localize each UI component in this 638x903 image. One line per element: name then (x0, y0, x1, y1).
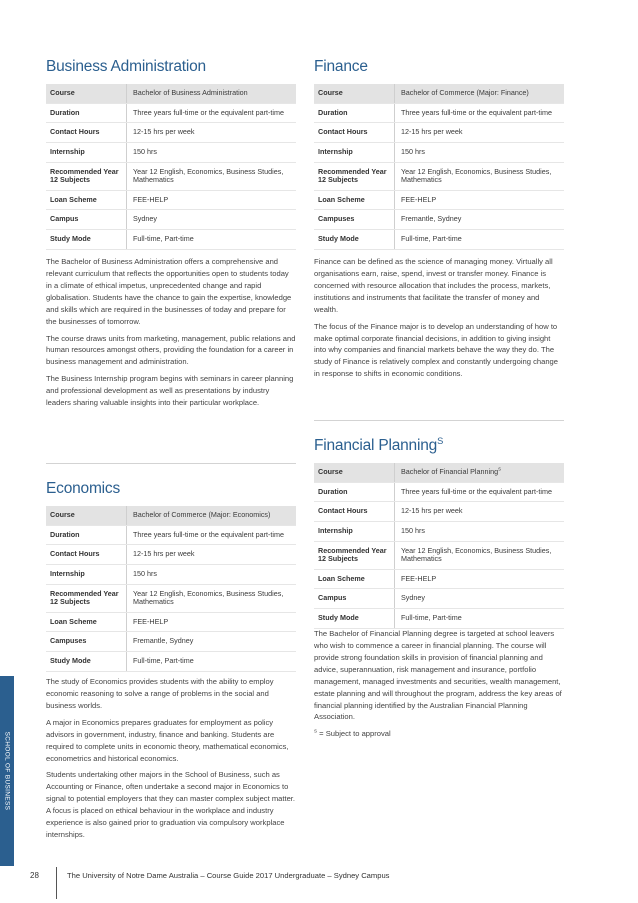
financial-planning-text (314, 628, 564, 745)
row-value: Bachelor of Commerce (Major: Finance) (395, 84, 565, 103)
body-paragraph: Finance can be defined as the science of managing money. Virtually all organisations earn, raise, spend, invest or transfer money. Finance is concerned with resource allocation that includes the process, markets, institutions and instruments that facilitate the transfer of money and wealth. (314, 257, 553, 314)
row-value: Sydney (127, 210, 297, 230)
table-row (46, 632, 296, 652)
row-value: Three years full-time or the equivalent part-time (395, 482, 565, 502)
row-label: Internship (46, 142, 127, 162)
finance-course-table (314, 84, 564, 250)
row-label: Study Mode (314, 230, 395, 250)
table-row (314, 190, 564, 210)
course-sup: S (498, 466, 501, 472)
row-value: Bachelor of Financial Planning$^S$ (395, 463, 565, 482)
row-value: 150 hrs (127, 564, 297, 584)
row-label: Course (314, 84, 395, 103)
table-row (314, 521, 564, 541)
row-value: FEE-HELP (127, 612, 297, 632)
row-value: Three years full-time or the equivalent part-time (127, 525, 297, 545)
table-row (314, 609, 564, 629)
row-value: Sydney (395, 589, 565, 609)
divider-left (46, 463, 296, 464)
row-label: Study Mode (46, 652, 127, 672)
table-row (46, 525, 296, 545)
row-value: Bachelor of Commerce (Major: Economics) (127, 506, 297, 525)
divider-right (314, 420, 564, 421)
row-label: Loan Scheme (314, 569, 395, 589)
row-label: Recommended Year 12 Subjects (46, 584, 127, 612)
row-value: Year 12 English, Economics, Business Studies, Mathematics (395, 541, 565, 569)
economics-text (46, 676, 296, 846)
row-value: Year 12 English, Economics, Business Studies, Mathematics (127, 162, 297, 190)
row-label: Duration (46, 103, 127, 123)
table-row (46, 612, 296, 632)
row-label: Course (314, 463, 395, 482)
footer-text: The University of Notre Dame Australia – Course Guide 2017 Undergraduate – Sydney Campus (67, 871, 390, 880)
row-label: Recommended Year 12 Subjects (314, 541, 395, 569)
row-value: FEE-HELP (395, 569, 565, 589)
row-label: Loan Scheme (46, 190, 127, 210)
row-value: Bachelor of Business Administration (127, 84, 297, 103)
row-value: FEE-HELP (395, 190, 565, 210)
row-label: Loan Scheme (46, 612, 127, 632)
finance-paragraphs (314, 256, 564, 380)
row-value: Year 12 English, Economics, Business Studies, Mathematics (127, 584, 297, 612)
business-heading: Business Administration (46, 58, 206, 75)
row-value: 12-15 hrs per week (395, 502, 565, 522)
financial-planning-heading (314, 437, 564, 455)
table-row (314, 569, 564, 589)
economics-section (46, 480, 296, 672)
row-label: Campuses (314, 210, 395, 230)
table-row (314, 482, 564, 502)
row-label: Campuses (46, 632, 127, 652)
row-label: Recommended Year 12 Subjects (46, 162, 127, 190)
row-value: 150 hrs (127, 142, 297, 162)
row-value: 150 hrs (395, 521, 565, 541)
row-value: 12-15 hrs per week (395, 123, 565, 143)
footer-divider (56, 867, 57, 899)
row-label: Campus (314, 589, 395, 609)
economics-course-table (46, 506, 296, 672)
financial-planning-title-sup: S (437, 435, 444, 446)
table-row (314, 162, 564, 190)
body-paragraph: The Bachelor of Business Administration offers a comprehensive and relevant curriculum that reflects the opportunities open to students today in a climate of ethical impetus, unprecedented change and rapid globalisation. Students have the chance to gain the expertise, knowledge and skills which are required in the businesses of today and prepare for the businesses of tomorrow. (46, 257, 292, 326)
financial-planning-section (314, 437, 564, 629)
row-label: Internship (314, 142, 395, 162)
table-row (314, 84, 564, 103)
body-paragraph: A major in Economics prepares graduates for employment as policy advisors in government, industry, finance and banking. Students are required to complete units in economic theory, mathematical economics, econometrics and historical economics. (46, 717, 289, 763)
table-row (46, 123, 296, 143)
row-value: Full-time, Part-time (127, 230, 297, 250)
finance-section (314, 58, 564, 250)
table-row (314, 210, 564, 230)
row-value: Year 12 English, Economics, Business Studies, Mathematics (395, 162, 565, 190)
financial-planning-title: Financial Planning (314, 437, 438, 454)
row-label: Internship (314, 521, 395, 541)
row-label: Contact Hours (314, 502, 395, 522)
row-label: Recommended Year 12 Subjects (314, 162, 395, 190)
finance-text (314, 256, 564, 385)
page-number: 28 (30, 871, 39, 880)
table-row (314, 502, 564, 522)
row-label: Duration (46, 525, 127, 545)
row-label: Internship (46, 564, 127, 584)
row-label: Contact Hours (46, 123, 127, 143)
business-paragraphs (46, 256, 296, 409)
row-label: Campus (46, 210, 127, 230)
row-label: Study Mode (314, 609, 395, 629)
school-sidebar-label: SCHOOL OF BUSINESS (3, 731, 11, 811)
economics-heading: Economics (46, 480, 121, 497)
table-row (314, 589, 564, 609)
body-paragraph: The Bachelor of Financial Planning degree is targeted at school leavers who wish to commence a career in financial planning. The course will provide strong foundation skills in provision of financial planning and advice, superannuation, risk management and insurance, portfolio management, managed investments and securities, wealth management, estate planning and will throughout the program, address the key areas of financial planning identified by the Australian Financial Planning Association. (314, 629, 562, 722)
table-row (46, 652, 296, 672)
row-label: Course (46, 506, 127, 525)
business-course-table (46, 84, 296, 250)
row-value: 150 hrs (395, 142, 565, 162)
row-label: Duration (314, 103, 395, 123)
table-row (46, 584, 296, 612)
row-label: Study Mode (46, 230, 127, 250)
body-paragraph: The study of Economics provides students with the ability to employ economic reasoning to solve a range of problems in the social and business worlds. (46, 677, 274, 710)
table-row (46, 190, 296, 210)
footnote (314, 728, 564, 740)
table-row (314, 142, 564, 162)
body-paragraph: The focus of the Finance major is to develop an understanding of how to make optimal corporate financial decisions, in addition to giving insight into why companies and financial markets behave the way they do. The study of Finance is relatively complex and constantly undergoing change in response to shifts in economic conditions. (314, 321, 558, 379)
table-row (314, 463, 564, 482)
business-text (46, 256, 296, 414)
table-row (46, 162, 296, 190)
table-row (46, 210, 296, 230)
financial-planning-paragraphs (314, 628, 564, 723)
row-label: Contact Hours (46, 545, 127, 565)
table-row (314, 123, 564, 143)
row-label: Duration (314, 482, 395, 502)
table-row (314, 103, 564, 123)
table-row (46, 103, 296, 123)
row-label: Contact Hours (314, 123, 395, 143)
table-row (314, 230, 564, 250)
row-value: 12-15 hrs per week (127, 545, 297, 565)
economics-paragraphs (46, 676, 296, 841)
row-label: Loan Scheme (314, 190, 395, 210)
table-row (46, 506, 296, 525)
row-value: Full-time, Part-time (127, 652, 297, 672)
footnote-text: = Subject to approval (317, 729, 391, 739)
row-value: Fremantle, Sydney (395, 210, 565, 230)
row-value: 12-15 hrs per week (127, 123, 297, 143)
footnote-sup: S (314, 728, 318, 734)
body-paragraph: The course draws units from marketing, management, public relations and human resources amongst others, providing the foundation for a career in business management and administration. (46, 333, 296, 367)
table-row (46, 84, 296, 103)
row-label: Course (46, 84, 127, 103)
table-row (46, 142, 296, 162)
table-row (314, 541, 564, 569)
business-section (46, 58, 296, 250)
row-value: Full-time, Part-time (395, 609, 565, 629)
table-row (46, 564, 296, 584)
row-value: Three years full-time or the equivalent part-time (395, 103, 565, 123)
row-value: FEE-HELP (127, 190, 297, 210)
table-row (46, 545, 296, 565)
row-value: Fremantle, Sydney (127, 632, 297, 652)
finance-heading: Finance (314, 58, 368, 75)
body-paragraph: Students undertaking other majors in the School of Business, such as Accounting or Finance, often undertake a second major in Economics to signal to potential employers that they can master complex subject matter. A focus is placed on ethical behaviour in the workplace and industry experience is also gained prior to graduation via compulsory workplace internships. (46, 770, 296, 840)
table-row (46, 230, 296, 250)
body-paragraph: The Business Internship program begins with seminars in career planning and professional development as well as presentations by industry leaders sharing valuable insights into their particular workplace. (46, 374, 294, 408)
financial-planning-course-table (314, 463, 564, 629)
row-value: Full-time, Part-time (395, 230, 565, 250)
row-value: Three years full-time or the equivalent part-time (127, 103, 297, 123)
